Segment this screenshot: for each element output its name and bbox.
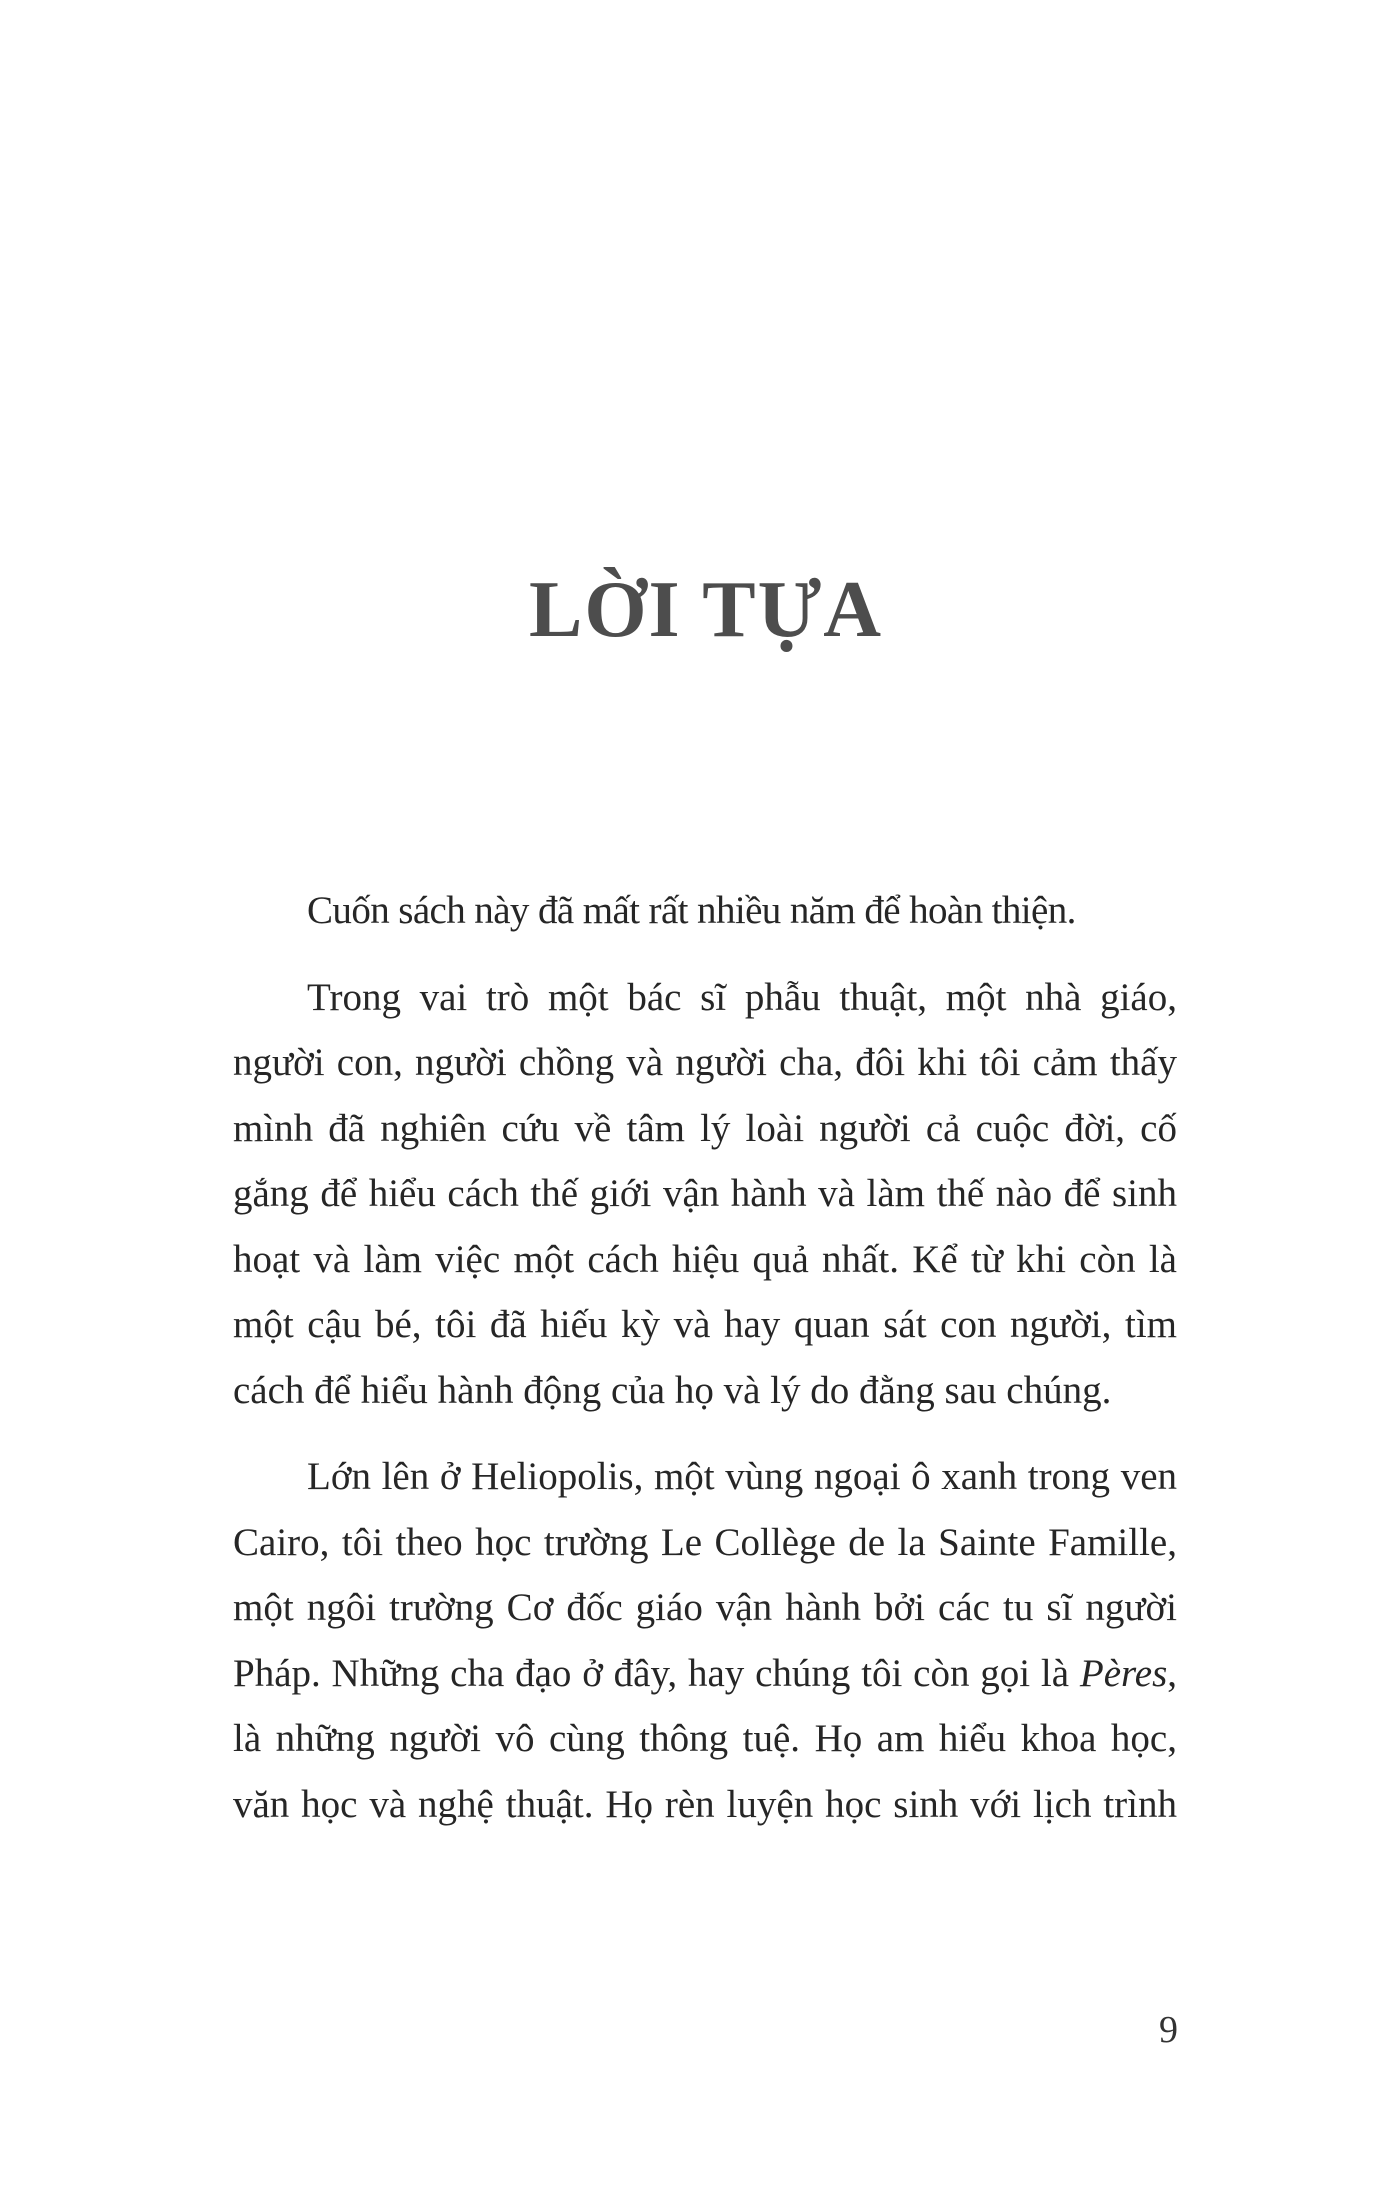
paragraph-3-italic-term: Pères (1079, 1651, 1168, 1695)
chapter-title: LỜI TỰA (528, 566, 884, 654)
paragraph-2: Trong vai trò một bác sĩ phẫu thuật, một nhà giáo, người con, người chồng và người cha, đôi khi tôi cảm thấy mình đã nghiên cứu về tâm lý loài người cả cuộc đời, cố gắng để hiểu cách thế giới vận hành và làm thế nào để sinh hoạt và làm việc một cách hiệu quả nhất. Kể từ khi còn là một cậu bé, tôi đã hiếu kỳ và hay quan sát con người, tìm cách để hiểu hành động của họ và lý do đằng sau chúng. (233, 975, 1177, 1412)
paragraph-3-text-after: , là những người vô cùng thông tuệ. Họ am hiểu khoa học, văn học và nghệ thuật. Họ rèn luyện học sinh với lịch trình (233, 1651, 1177, 1826)
page-number: 9 (1159, 2009, 1178, 2051)
body-text (233, 878, 1177, 1858)
paragraph-3 (233, 1444, 1177, 1837)
paragraph-1: Cuốn sách này đã mất rất nhiều năm để hoàn thiện. (307, 889, 1076, 932)
paragraph-3-text-before: Lớn lên ở Heliopolis, một vùng ngoại ô xanh trong ven Cairo, tôi theo học trường Le Collège de la Sainte Famille, một ngôi trường Cơ đốc giáo vận hành bởi các tu sĩ người Pháp. Những cha đạo ở đây, hay chúng tôi còn gọi là (233, 1455, 1177, 1695)
